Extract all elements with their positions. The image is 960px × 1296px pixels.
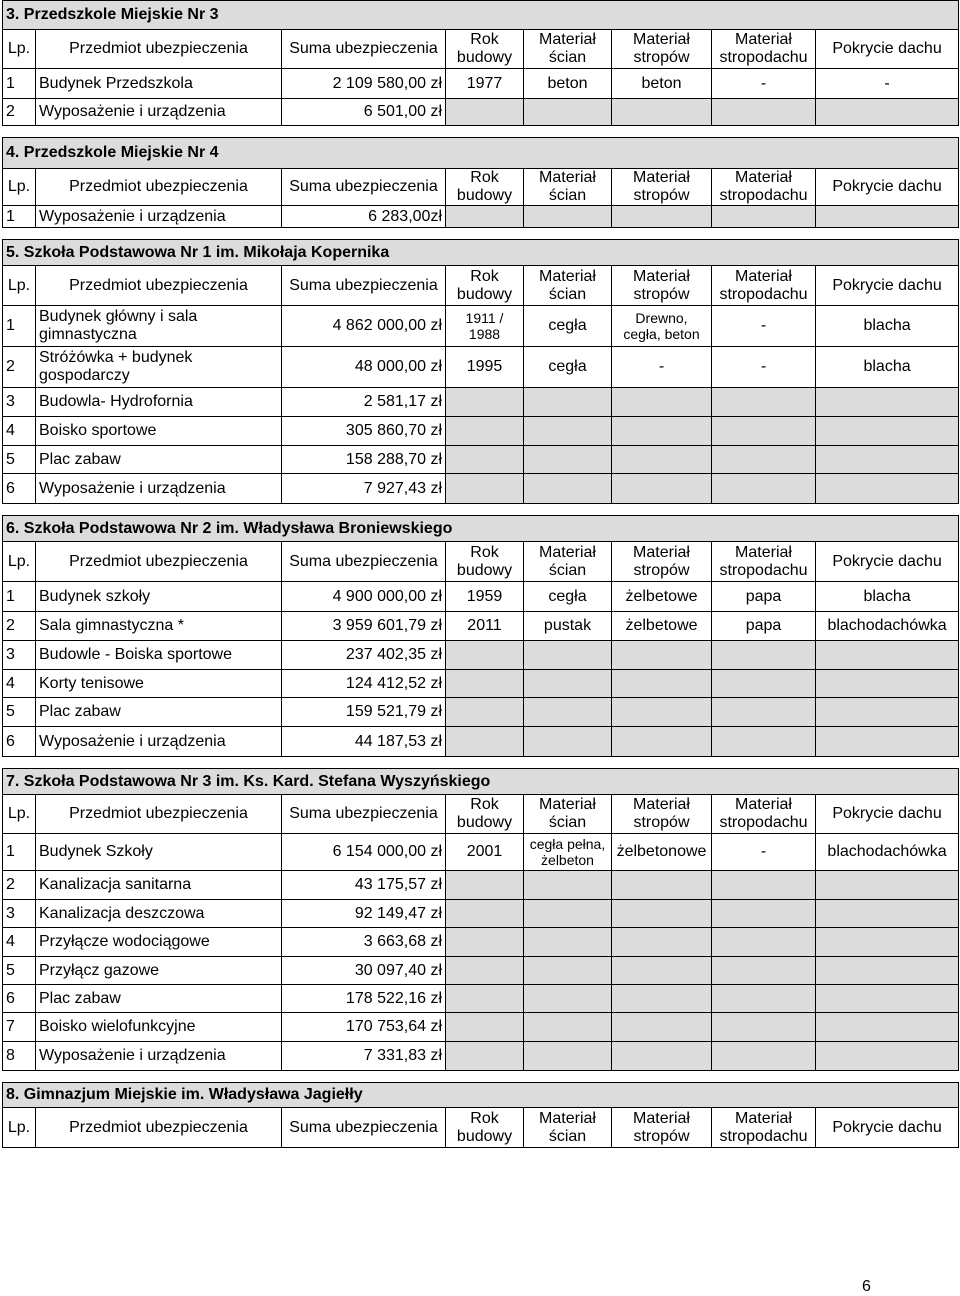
header-material-scian: Materiał ścian bbox=[524, 542, 612, 582]
cell-material-scian: pustak bbox=[524, 612, 612, 641]
cell-lp: 3 bbox=[3, 641, 36, 670]
header-przedmiot: Przedmiot ubezpieczenia bbox=[36, 1108, 282, 1148]
empty-cell bbox=[712, 641, 816, 670]
empty-cell bbox=[446, 698, 524, 727]
empty-cell bbox=[816, 206, 959, 228]
table-row bbox=[3, 582, 959, 612]
cell-przedmiot: Kanalizacja deszczowa bbox=[36, 900, 282, 928]
cell-pokrycie-dachu: blachodachówka bbox=[816, 612, 959, 641]
empty-cell bbox=[446, 928, 524, 957]
empty-cell bbox=[712, 871, 816, 900]
section-table-2 bbox=[2, 137, 959, 228]
cell-pokrycie-dachu: blacha bbox=[816, 306, 959, 347]
empty-cell bbox=[612, 388, 712, 417]
empty-cell bbox=[524, 1013, 612, 1042]
header-przedmiot: Przedmiot ubezpieczenia bbox=[36, 542, 282, 582]
header-material-scian: Materiał ścian bbox=[524, 169, 612, 206]
header-przedmiot: Przedmiot ubezpieczenia bbox=[36, 169, 282, 206]
cell-material-stropodachu: papa bbox=[712, 582, 816, 612]
header-material-stropow: Materiał stropów bbox=[612, 1108, 712, 1148]
empty-cell bbox=[612, 900, 712, 928]
cell-pokrycie-dachu: blachodachówka bbox=[816, 834, 959, 871]
empty-cell bbox=[446, 388, 524, 417]
cell-przedmiot: Plac zabaw bbox=[36, 446, 282, 474]
cell-lp: 6 bbox=[3, 727, 36, 757]
cell-material-stropodachu: - bbox=[712, 69, 816, 99]
table-row bbox=[3, 670, 959, 698]
cell-material-scian: cegła bbox=[524, 582, 612, 612]
empty-cell bbox=[816, 388, 959, 417]
table-row bbox=[3, 871, 959, 900]
empty-cell bbox=[712, 446, 816, 474]
cell-suma: 3 663,68 zł bbox=[282, 928, 446, 957]
cell-material-scian: cegła pełna, żelbeton bbox=[524, 834, 612, 871]
cell-pokrycie-dachu: - bbox=[816, 69, 959, 99]
table-row bbox=[3, 306, 959, 347]
header-suma: Suma ubezpieczenia bbox=[282, 795, 446, 834]
header-material-stropodachu: Materiał stropodachu bbox=[712, 795, 816, 834]
cell-lp: 6 bbox=[3, 985, 36, 1013]
cell-lp: 2 bbox=[3, 99, 36, 126]
empty-cell bbox=[816, 641, 959, 670]
header-lp: Lp. bbox=[3, 169, 36, 206]
header-rok-budowy: Rok budowy bbox=[446, 266, 524, 306]
cell-material-stropodachu: - bbox=[712, 347, 816, 388]
cell-rok-budowy: 1977 bbox=[446, 69, 524, 99]
section-spacer bbox=[2, 504, 958, 515]
header-material-stropow: Materiał stropów bbox=[612, 30, 712, 69]
cell-material-stropow: Drewno, cegła, beton bbox=[612, 306, 712, 347]
cell-suma: 4 900 000,00 zł bbox=[282, 582, 446, 612]
header-suma: Suma ubezpieczenia bbox=[282, 30, 446, 69]
header-material-scian: Materiał ścian bbox=[524, 30, 612, 69]
empty-cell bbox=[612, 985, 712, 1013]
section-title: 8. Gimnazjum Miejskie im. Władysława Jagiełły bbox=[3, 1083, 959, 1108]
cell-przedmiot: Kanalizacja sanitarna bbox=[36, 871, 282, 900]
header-lp: Lp. bbox=[3, 30, 36, 69]
cell-suma: 44 187,53 zł bbox=[282, 727, 446, 757]
cell-suma: 237 402,35 zł bbox=[282, 641, 446, 670]
cell-material-stropodachu: - bbox=[712, 306, 816, 347]
cell-rok-budowy: 1995 bbox=[446, 347, 524, 388]
empty-cell bbox=[524, 900, 612, 928]
cell-material-scian: cegła bbox=[524, 306, 612, 347]
empty-cell bbox=[816, 1042, 959, 1071]
empty-cell bbox=[524, 99, 612, 126]
table-row bbox=[3, 698, 959, 727]
empty-cell bbox=[446, 727, 524, 757]
empty-cell bbox=[612, 1013, 712, 1042]
section-table-6 bbox=[2, 1082, 959, 1148]
section-title: 6. Szkoła Podstawowa Nr 2 im. Władysława Broniewskiego bbox=[3, 516, 959, 542]
cell-lp: 5 bbox=[3, 698, 36, 727]
empty-cell bbox=[712, 1042, 816, 1071]
cell-przedmiot: Budynek szkoły bbox=[36, 582, 282, 612]
cell-lp: 5 bbox=[3, 957, 36, 985]
table-row bbox=[3, 1042, 959, 1071]
header-lp: Lp. bbox=[3, 266, 36, 306]
cell-rok-budowy: 1959 bbox=[446, 582, 524, 612]
empty-cell bbox=[612, 641, 712, 670]
cell-przedmiot: Przyłącz gazowe bbox=[36, 957, 282, 985]
empty-cell bbox=[712, 388, 816, 417]
cell-przedmiot: Wyposażenie i urządzenia bbox=[36, 1042, 282, 1071]
cell-lp: 4 bbox=[3, 928, 36, 957]
empty-cell bbox=[446, 957, 524, 985]
empty-cell bbox=[816, 871, 959, 900]
cell-suma: 7 927,43 zł bbox=[282, 474, 446, 504]
cell-suma: 92 149,47 zł bbox=[282, 900, 446, 928]
header-material-scian: Materiał ścian bbox=[524, 795, 612, 834]
empty-cell bbox=[446, 900, 524, 928]
empty-cell bbox=[712, 99, 816, 126]
empty-cell bbox=[446, 641, 524, 670]
cell-lp: 3 bbox=[3, 900, 36, 928]
empty-cell bbox=[712, 670, 816, 698]
header-material-stropodachu: Materiał stropodachu bbox=[712, 266, 816, 306]
cell-suma: 305 860,70 zł bbox=[282, 417, 446, 446]
header-pokrycie-dachu: Pokrycie dachu bbox=[816, 169, 959, 206]
cell-suma: 170 753,64 zł bbox=[282, 1013, 446, 1042]
empty-cell bbox=[816, 698, 959, 727]
cell-lp: 1 bbox=[3, 206, 36, 228]
empty-cell bbox=[446, 417, 524, 446]
cell-suma: 6 283,00zł bbox=[282, 206, 446, 228]
section-title: 7. Szkoła Podstawowa Nr 3 im. Ks. Kard. Stefana Wyszyńskiego bbox=[3, 769, 959, 795]
cell-lp: 1 bbox=[3, 306, 36, 347]
cell-suma: 43 175,57 zł bbox=[282, 871, 446, 900]
header-pokrycie-dachu: Pokrycie dachu bbox=[816, 266, 959, 306]
cell-suma: 48 000,00 zł bbox=[282, 347, 446, 388]
empty-cell bbox=[816, 1013, 959, 1042]
header-material-stropow: Materiał stropów bbox=[612, 169, 712, 206]
header-przedmiot: Przedmiot ubezpieczenia bbox=[36, 795, 282, 834]
cell-lp: 4 bbox=[3, 417, 36, 446]
empty-cell bbox=[446, 474, 524, 504]
cell-przedmiot: Budowla- Hydrofornia bbox=[36, 388, 282, 417]
cell-suma: 2 109 580,00 zł bbox=[282, 69, 446, 99]
empty-cell bbox=[712, 206, 816, 228]
header-suma: Suma ubezpieczenia bbox=[282, 266, 446, 306]
empty-cell bbox=[612, 99, 712, 126]
header-material-scian: Materiał ścian bbox=[524, 266, 612, 306]
section-table-5 bbox=[2, 768, 959, 1071]
empty-cell bbox=[816, 417, 959, 446]
table-row bbox=[3, 417, 959, 446]
empty-cell bbox=[612, 698, 712, 727]
empty-cell bbox=[816, 446, 959, 474]
empty-cell bbox=[816, 900, 959, 928]
header-rok-budowy: Rok budowy bbox=[446, 1108, 524, 1148]
section-table-3 bbox=[2, 239, 959, 504]
table-row bbox=[3, 834, 959, 871]
empty-cell bbox=[524, 985, 612, 1013]
empty-cell bbox=[712, 1013, 816, 1042]
section-title: 4. Przedszkole Miejskie Nr 4 bbox=[3, 138, 959, 169]
cell-lp: 4 bbox=[3, 670, 36, 698]
table-row bbox=[3, 347, 959, 388]
cell-material-stropow: beton bbox=[612, 69, 712, 99]
cell-przedmiot: Wyposażenie i urządzenia bbox=[36, 99, 282, 126]
table-row bbox=[3, 474, 959, 504]
cell-lp: 3 bbox=[3, 388, 36, 417]
empty-cell bbox=[816, 727, 959, 757]
table-row bbox=[3, 985, 959, 1013]
cell-lp: 2 bbox=[3, 612, 36, 641]
header-material-stropodachu: Materiał stropodachu bbox=[712, 542, 816, 582]
cell-lp: 8 bbox=[3, 1042, 36, 1071]
empty-cell bbox=[612, 957, 712, 985]
cell-lp: 1 bbox=[3, 834, 36, 871]
cell-przedmiot: Korty tenisowe bbox=[36, 670, 282, 698]
cell-przedmiot: Stróżówka + budynek gospodarczy bbox=[36, 347, 282, 388]
cell-suma: 6 154 000,00 zł bbox=[282, 834, 446, 871]
empty-cell bbox=[712, 698, 816, 727]
empty-cell bbox=[446, 99, 524, 126]
cell-przedmiot: Budynek Szkoły bbox=[36, 834, 282, 871]
table-row bbox=[3, 900, 959, 928]
empty-cell bbox=[446, 446, 524, 474]
table-row bbox=[3, 1013, 959, 1042]
header-rok-budowy: Rok budowy bbox=[446, 30, 524, 69]
empty-cell bbox=[816, 99, 959, 126]
cell-przedmiot: Budynek Przedszkola bbox=[36, 69, 282, 99]
empty-cell bbox=[612, 1042, 712, 1071]
cell-przedmiot: Boisko wielofunkcyjne bbox=[36, 1013, 282, 1042]
empty-cell bbox=[712, 928, 816, 957]
empty-cell bbox=[524, 388, 612, 417]
empty-cell bbox=[712, 985, 816, 1013]
cell-pokrycie-dachu: blacha bbox=[816, 582, 959, 612]
empty-cell bbox=[524, 417, 612, 446]
section-table-4 bbox=[2, 515, 959, 757]
cell-pokrycie-dachu: blacha bbox=[816, 347, 959, 388]
cell-przedmiot: Wyposażenie i urządzenia bbox=[36, 206, 282, 228]
empty-cell bbox=[612, 446, 712, 474]
header-suma: Suma ubezpieczenia bbox=[282, 169, 446, 206]
cell-material-scian: cegła bbox=[524, 347, 612, 388]
empty-cell bbox=[612, 670, 712, 698]
cell-suma: 159 521,79 zł bbox=[282, 698, 446, 727]
empty-cell bbox=[712, 727, 816, 757]
section-spacer bbox=[2, 1071, 958, 1082]
header-material-stropow: Materiał stropów bbox=[612, 266, 712, 306]
table-row bbox=[3, 641, 959, 670]
empty-cell bbox=[524, 727, 612, 757]
cell-rok-budowy: 2011 bbox=[446, 612, 524, 641]
cell-przedmiot: Budowle - Boiska sportowe bbox=[36, 641, 282, 670]
cell-przedmiot: Wyposażenie i urządzenia bbox=[36, 474, 282, 504]
empty-cell bbox=[524, 641, 612, 670]
cell-przedmiot: Budynek główny i sala gimnastyczna bbox=[36, 306, 282, 347]
section-title: 5. Szkoła Podstawowa Nr 1 im. Mikołaja Kopernika bbox=[3, 240, 959, 266]
cell-suma: 30 097,40 zł bbox=[282, 957, 446, 985]
section-table-1 bbox=[2, 0, 959, 126]
table-row bbox=[3, 928, 959, 957]
empty-cell bbox=[446, 1013, 524, 1042]
cell-lp: 2 bbox=[3, 871, 36, 900]
empty-cell bbox=[524, 446, 612, 474]
table-row bbox=[3, 206, 959, 228]
cell-suma: 7 331,83 zł bbox=[282, 1042, 446, 1071]
table-row bbox=[3, 957, 959, 985]
empty-cell bbox=[712, 900, 816, 928]
cell-material-stropow: - bbox=[612, 347, 712, 388]
table-row bbox=[3, 388, 959, 417]
empty-cell bbox=[612, 417, 712, 446]
empty-cell bbox=[612, 206, 712, 228]
table-row bbox=[3, 99, 959, 126]
cell-lp: 2 bbox=[3, 347, 36, 388]
cell-suma: 178 522,16 zł bbox=[282, 985, 446, 1013]
section-title: 3. Przedszkole Miejskie Nr 3 bbox=[3, 1, 959, 30]
empty-cell bbox=[524, 928, 612, 957]
page-number: 6 bbox=[862, 1278, 871, 1295]
empty-cell bbox=[612, 474, 712, 504]
cell-lp: 6 bbox=[3, 474, 36, 504]
cell-material-scian: beton bbox=[524, 69, 612, 99]
header-lp: Lp. bbox=[3, 1108, 36, 1148]
section-spacer bbox=[2, 228, 958, 239]
empty-cell bbox=[816, 670, 959, 698]
cell-przedmiot: Plac zabaw bbox=[36, 698, 282, 727]
empty-cell bbox=[612, 727, 712, 757]
cell-lp: 1 bbox=[3, 582, 36, 612]
header-lp: Lp. bbox=[3, 542, 36, 582]
cell-lp: 5 bbox=[3, 446, 36, 474]
empty-cell bbox=[524, 1042, 612, 1071]
cell-przedmiot: Plac zabaw bbox=[36, 985, 282, 1013]
cell-material-stropow: żelbetowe bbox=[612, 612, 712, 641]
cell-przedmiot: Boisko sportowe bbox=[36, 417, 282, 446]
cell-material-stropodachu: papa bbox=[712, 612, 816, 641]
header-material-stropow: Materiał stropów bbox=[612, 542, 712, 582]
header-material-scian: Materiał ścian bbox=[524, 1108, 612, 1148]
header-material-stropodachu: Materiał stropodachu bbox=[712, 1108, 816, 1148]
header-pokrycie-dachu: Pokrycie dachu bbox=[816, 542, 959, 582]
header-przedmiot: Przedmiot ubezpieczenia bbox=[36, 266, 282, 306]
empty-cell bbox=[524, 871, 612, 900]
empty-cell bbox=[446, 985, 524, 1013]
empty-cell bbox=[612, 928, 712, 957]
document bbox=[2, 0, 958, 1148]
cell-rok-budowy: 1911 / 1988 bbox=[446, 306, 524, 347]
header-rok-budowy: Rok budowy bbox=[446, 795, 524, 834]
cell-rok-budowy: 2001 bbox=[446, 834, 524, 871]
header-material-stropodachu: Materiał stropodachu bbox=[712, 30, 816, 69]
empty-cell bbox=[446, 670, 524, 698]
section-spacer bbox=[2, 757, 958, 768]
header-pokrycie-dachu: Pokrycie dachu bbox=[816, 795, 959, 834]
header-material-stropodachu: Materiał stropodachu bbox=[712, 169, 816, 206]
cell-material-stropodachu: - bbox=[712, 834, 816, 871]
cell-suma: 6 501,00 zł bbox=[282, 99, 446, 126]
empty-cell bbox=[446, 1042, 524, 1071]
empty-cell bbox=[524, 474, 612, 504]
empty-cell bbox=[524, 957, 612, 985]
table-row bbox=[3, 612, 959, 641]
cell-material-stropow: żelbetonowe bbox=[612, 834, 712, 871]
table-row bbox=[3, 446, 959, 474]
table-row bbox=[3, 69, 959, 99]
header-suma: Suma ubezpieczenia bbox=[282, 1108, 446, 1148]
empty-cell bbox=[612, 871, 712, 900]
empty-cell bbox=[816, 928, 959, 957]
header-lp: Lp. bbox=[3, 795, 36, 834]
cell-przedmiot: Wyposażenie i urządzenia bbox=[36, 727, 282, 757]
header-rok-budowy: Rok budowy bbox=[446, 169, 524, 206]
header-rok-budowy: Rok budowy bbox=[446, 542, 524, 582]
empty-cell bbox=[712, 474, 816, 504]
empty-cell bbox=[712, 957, 816, 985]
cell-suma: 3 959 601,79 zł bbox=[282, 612, 446, 641]
cell-lp: 1 bbox=[3, 69, 36, 99]
table-row bbox=[3, 727, 959, 757]
header-pokrycie-dachu: Pokrycie dachu bbox=[816, 1108, 959, 1148]
header-przedmiot: Przedmiot ubezpieczenia bbox=[36, 30, 282, 69]
section-spacer bbox=[2, 126, 958, 137]
empty-cell bbox=[712, 417, 816, 446]
empty-cell bbox=[524, 206, 612, 228]
cell-lp: 7 bbox=[3, 1013, 36, 1042]
header-pokrycie-dachu: Pokrycie dachu bbox=[816, 30, 959, 69]
cell-suma: 158 288,70 zł bbox=[282, 446, 446, 474]
cell-przedmiot: Sala gimnastyczna * bbox=[36, 612, 282, 641]
cell-przedmiot: Przyłącze wodociągowe bbox=[36, 928, 282, 957]
header-suma: Suma ubezpieczenia bbox=[282, 542, 446, 582]
empty-cell bbox=[524, 670, 612, 698]
cell-material-stropow: żelbetowe bbox=[612, 582, 712, 612]
empty-cell bbox=[446, 206, 524, 228]
cell-suma: 124 412,52 zł bbox=[282, 670, 446, 698]
empty-cell bbox=[446, 871, 524, 900]
cell-suma: 4 862 000,00 zł bbox=[282, 306, 446, 347]
empty-cell bbox=[816, 957, 959, 985]
empty-cell bbox=[524, 698, 612, 727]
cell-suma: 2 581,17 zł bbox=[282, 388, 446, 417]
empty-cell bbox=[816, 474, 959, 504]
header-material-stropow: Materiał stropów bbox=[612, 795, 712, 834]
empty-cell bbox=[816, 985, 959, 1013]
